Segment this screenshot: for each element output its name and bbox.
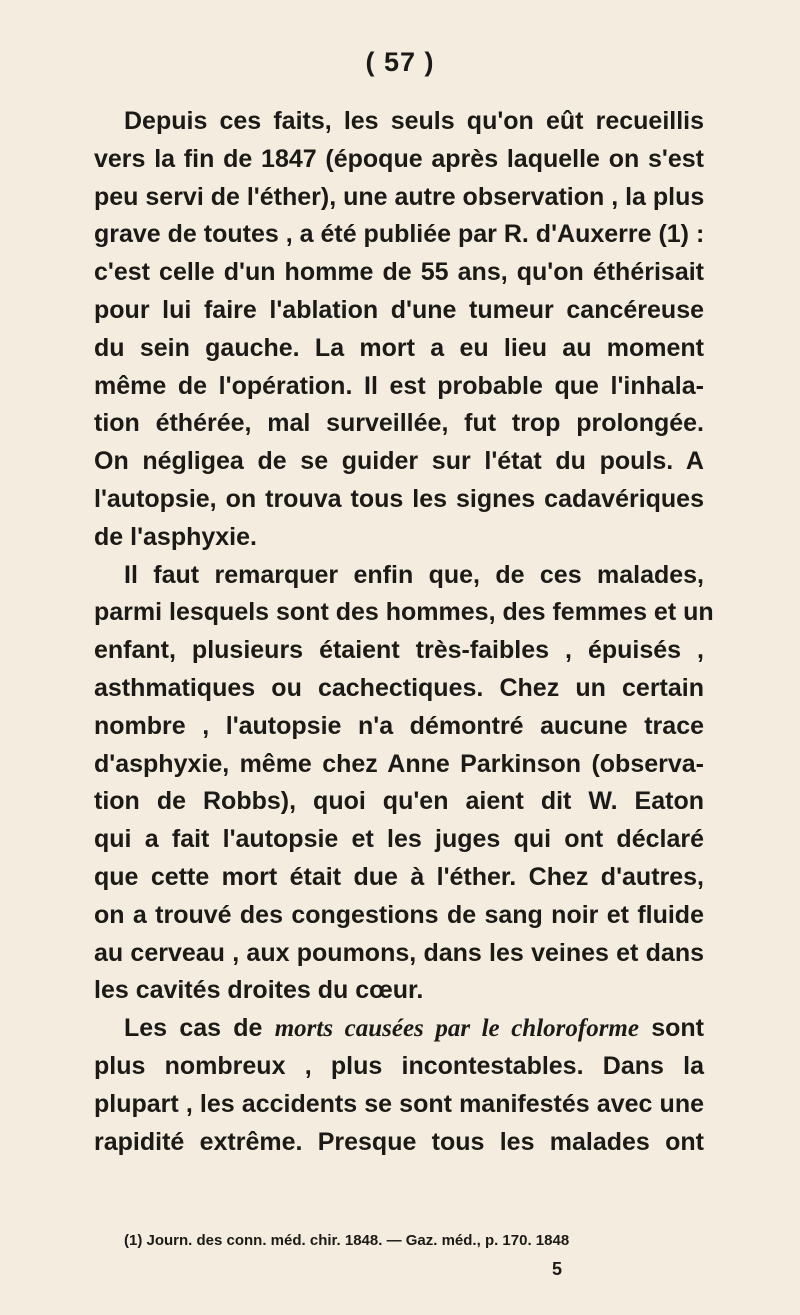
text-line: plus nombreux , plus incontestables. Dans la [94,1051,704,1080]
text-line: les cavités droites du cœur. [94,976,424,1005]
text-line: parmi lesquels sont des hommes, des femmes et un [94,598,714,627]
text-line: Il faut remarquer enfin que, de ces malades, [124,560,704,589]
text-line: pour lui faire l'ablation d'une tumeur cancéreuse [94,295,704,324]
text-line: grave de toutes , a été publiée par R. d'Auxerre (1) : [94,220,705,249]
text-line-with-italic [94,1010,704,1048]
text-line: peu servi de l'éther), une autre observation , la plus [94,182,705,211]
text-run: Les cas de [124,1014,275,1043]
signature-mark [0,1259,800,1280]
text-line: c'est celle d'un homme de 55 ans, qu'on éthérisait [94,258,704,287]
text-line: enfant, plusieurs étaient très-faibles , épuisés , [94,636,704,665]
text-line: de l'asphyxie. [94,522,257,551]
text-line: On négligea de se guider sur l'état du pouls. A [94,447,704,476]
text-line: asthmatiques ou cachectiques. Chez un certain [94,673,704,702]
paragraph-2 [94,557,714,1011]
text-line: plupart , les accidents se sont manifestés avec une [94,1089,704,1118]
italic-phrase: morts causées par le chloroforme [274,1015,639,1043]
text-line: que cette mort était due à l'éther. Chez d'autres, [94,862,704,891]
footnote: (1) Journ. des conn. méd. chir. 1848. — Gaz. méd., p. 170. 1848 [124,1232,570,1249]
paragraph-3 [94,1010,704,1161]
text-line: d'asphyxie, même chez Anne Parkinson (observa- [94,749,704,778]
text-line: même de l'opération. Il est probable que l'inhala- [94,371,704,400]
text-line: tion de Robbs), quoi qu'en aient dit W. Eaton [94,787,704,816]
text-line: nombre , l'autopsie n'a démontré aucune trace [94,711,704,740]
text-line: l'autopsie, on trouva tous les signes cadavériques [94,484,704,513]
text-run: sont [638,1014,705,1043]
text-line: rapidité extrême. Presque tous les malades ont [94,1127,704,1156]
signature-number: 5 [551,1259,562,1279]
text-line: Depuis ces faits, les seuls qu'on eût recueillis [124,107,704,135]
text-line: tion éthérée, mal surveillée, fut trop prolongée. [94,409,704,438]
paragraph-1 [94,103,704,557]
text-line: vers la fin de 1847 (époque après laquelle on s'est [94,144,704,173]
text-line: au cerveau , aux poumons, dans les veines et dans [94,938,704,967]
body-text [94,103,714,1161]
text-line: on a trouvé des congestions de sang noir et fluide [94,900,704,929]
text-line: du sein gauche. La mort a eu lieu au moment [94,333,704,362]
page-number: ( 57 ) [365,47,435,77]
text-line: qui a fait l'autopsie et les juges qui ont déclaré [94,825,704,854]
